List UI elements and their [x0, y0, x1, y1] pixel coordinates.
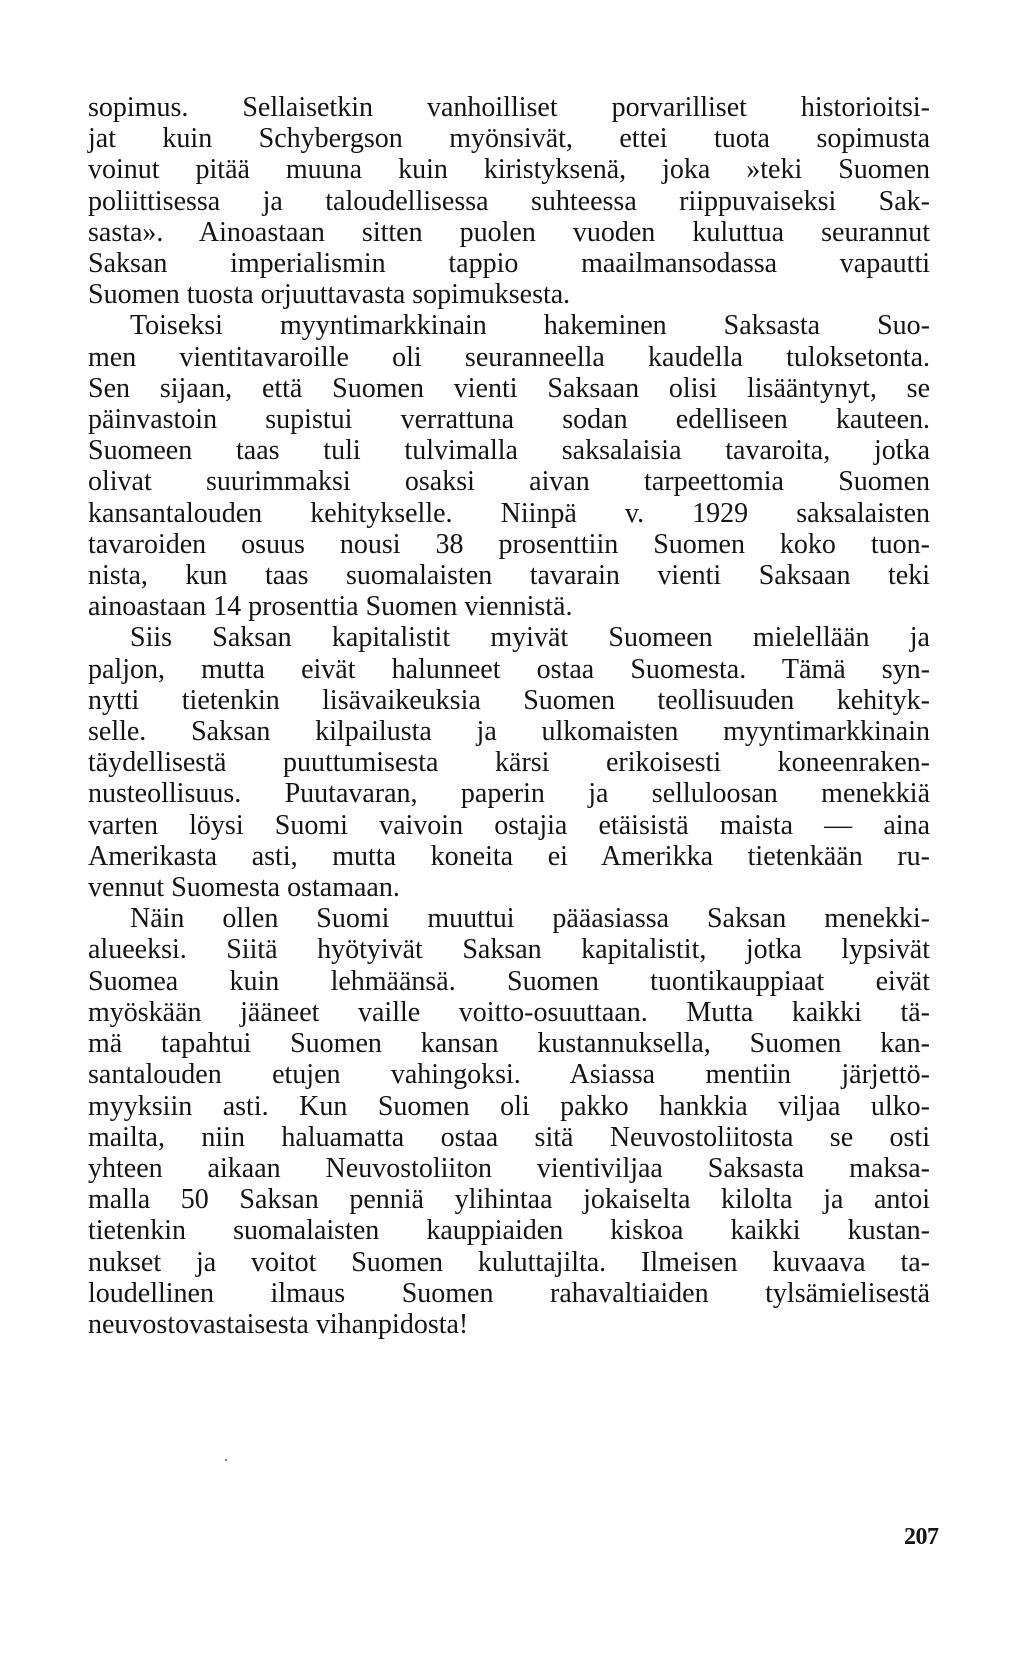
text-line: kansantalouden kehitykselle. Niinpä v. 1929 saksalaisten [88, 497, 930, 529]
text-line: nukset ja voitot Suomen kuluttajilta. Ilmeisen kuvaava ta- [88, 1246, 930, 1278]
text-line: sopimus. Sellaisetkin vanhoilliset porvarilliset historioitsi- [88, 92, 930, 123]
paragraph [88, 622, 930, 903]
text-line: neuvostovastaisesta vihanpidosta! [88, 1308, 469, 1340]
text-line: jat kuin Schybergson myönsivät, ettei tuota sopimusta [88, 123, 930, 155]
text-line: olivat suurimmaksi osaksi aivan tarpeettomia Suomen [88, 466, 930, 498]
text-line: tietenkin suomalaisten kauppiaiden kiskoa kaikki kustan- [88, 1215, 930, 1247]
text-line: päinvastoin supistui verrattuna sodan edelliseen kauteen. [88, 404, 930, 436]
page-body-text [88, 92, 930, 1340]
text-line: tavaroiden osuus nousi 38 prosenttiin Suomen koko tuon- [88, 528, 930, 560]
text-line: mä tapahtui Suomen kansan kustannuksella, Suomen kan- [88, 1028, 930, 1060]
text-line: Saksan imperialismin tappio maailmansodassa vapautti [88, 248, 930, 280]
text-line: Siis Saksan kapitalistit myivät Suomeen mielellään ja [130, 622, 930, 654]
text-line: nytti tietenkin lisävaikeuksia Suomen teollisuuden kehityk- [88, 684, 930, 716]
text-line: Suomea kuin lehmäänsä. Suomen tuontikauppiaat eivät [88, 965, 930, 997]
text-line: Suomen tuosta orjuuttavasta sopimuksesta. [88, 279, 571, 311]
text-line: myyksiin asti. Kun Suomen oli pakko hankkia viljaa ulko- [88, 1090, 930, 1122]
text-line: Sen sijaan, että Suomen vienti Saksaan olisi lisääntynyt, se [88, 372, 930, 404]
text-line: sasta». Ainoastaan sitten puolen vuoden kuluttua seurannut [88, 216, 930, 248]
text-line: nusteollisuus. Puutavaran, paperin ja selluloosan menekkiä [88, 778, 930, 810]
text-line: Toiseksi myyntimarkkinain hakeminen Saksasta Suo- [130, 310, 930, 342]
text-line: nista, kun taas suomalaisten tavarain vienti Saksaan teki [88, 560, 930, 592]
text-line: varten löysi Suomi vaivoin ostajia etäisistä maista — aina [88, 809, 930, 841]
paragraph [88, 310, 930, 622]
text-line: loudellinen ilmaus Suomen rahavaltiaiden tylsämielisestä [88, 1277, 930, 1309]
text-line: alueeksi. Siitä hyötyivät Saksan kapitalistit, jotka lypsivät [88, 934, 930, 966]
text-line: ainoastaan 14 prosenttia Suomen viennistä. [88, 591, 573, 623]
text-line: Suomeen taas tuli tulvimalla saksalaisia tavaroita, jotka [88, 435, 930, 467]
text-line: men vientitavaroille oli seuranneella kaudella tuloksetonta. [88, 341, 930, 373]
print-speck [225, 1459, 227, 1461]
text-line: vennut Suomesta ostamaan. [88, 872, 400, 904]
text-line: paljon, mutta eivät halunneet ostaa Suomesta. Tämä syn- [88, 653, 930, 685]
paragraph [88, 92, 930, 310]
text-line: poliittisessa ja taloudellisessa suhteessa riippuvaiseksi Sak- [88, 185, 930, 217]
text-line: täydellisestä puuttumisesta kärsi erikoisesti koneenraken- [88, 747, 930, 779]
text-line: voinut pitää muuna kuin kiristyksenä, joka »teki Suomen [88, 154, 930, 186]
text-line: yhteen aikaan Neuvostoliiton vientiviljaa Saksasta maksa- [88, 1152, 930, 1184]
paragraph [88, 903, 930, 1340]
text-line: santalouden etujen vahingoksi. Asiassa mentiin järjettö- [88, 1059, 930, 1091]
text-line: mailta, niin haluamatta ostaa sitä Neuvostoliitosta se osti [88, 1121, 930, 1153]
text-line: selle. Saksan kilpailusta ja ulkomaisten myyntimarkkinain [88, 716, 930, 748]
text-line: malla 50 Saksan penniä ylihintaa jokaiselta kilolta ja antoi [88, 1184, 930, 1216]
text-line: Amerikasta asti, mutta koneita ei Amerikka tietenkään ru- [88, 840, 930, 872]
text-line: Näin ollen Suomi muuttui pääasiassa Saksan menekki- [130, 903, 930, 935]
text-line: myöskään jääneet vaille voitto-osuuttaan. Mutta kaikki tä- [88, 996, 930, 1028]
page-number: 207 [904, 1524, 939, 1550]
